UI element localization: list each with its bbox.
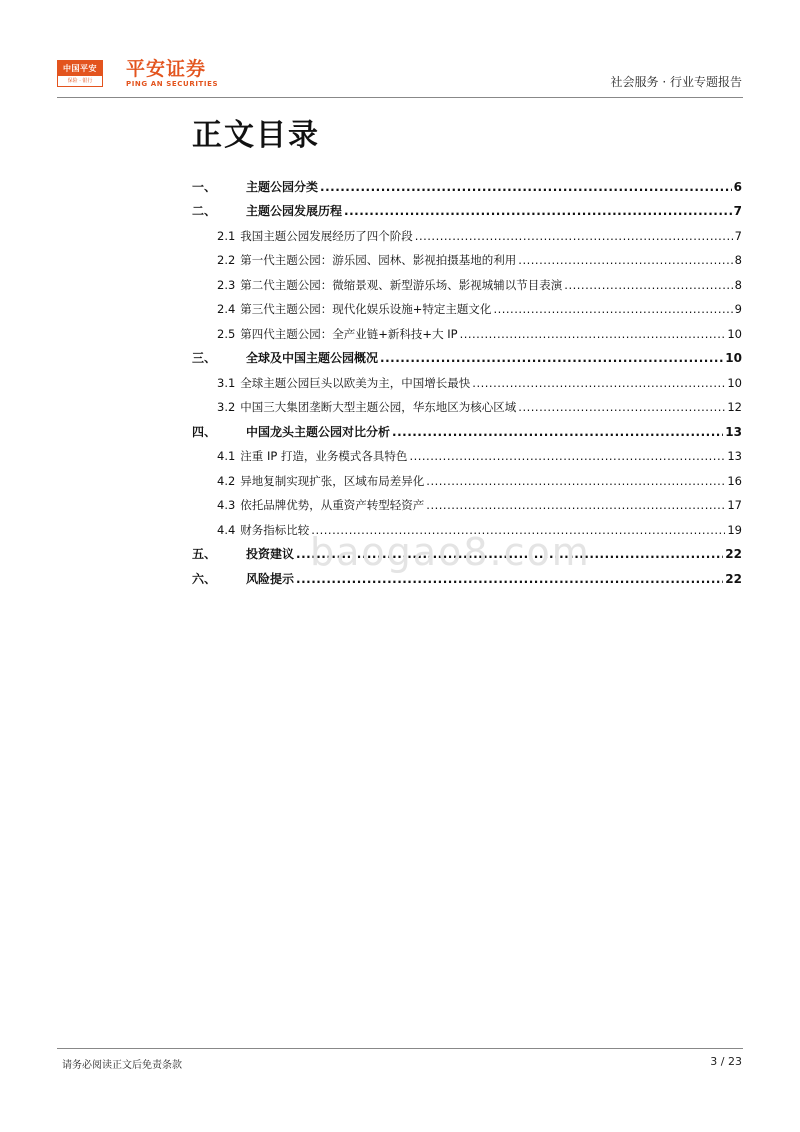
report-type-label: 社会服务 · 行业专题报告 (610, 75, 742, 89)
toc-entry-page: 10 (727, 375, 742, 390)
toc-entry[interactable] (192, 317, 742, 342)
ping-an-group-logo (57, 60, 103, 87)
toc-entry-number: 四、 (192, 424, 217, 439)
toc-leader-dots (518, 252, 732, 268)
logo-en-text: PING AN SECURITIES (126, 80, 219, 88)
toc-entry-number: 3.2 (217, 400, 236, 414)
toc-entry-number: 五、 (192, 547, 217, 561)
toc-entry-page: 10 (725, 351, 742, 365)
toc-entry-number: 2.5 (217, 326, 236, 341)
toc-entry-number: 二、 (192, 204, 217, 218)
watermark: baogao8.com (310, 530, 591, 574)
toc-entry-page: 10 (727, 326, 742, 341)
toc-entry[interactable] (192, 464, 742, 489)
toc-entry[interactable] (192, 440, 742, 465)
toc-entry[interactable] (192, 366, 742, 391)
page-header (0, 0, 800, 100)
toc-entry-page: 12 (727, 400, 742, 414)
logo-left-bottom-text: 保险 · 银行 (67, 78, 93, 84)
toc-entry[interactable] (192, 219, 742, 244)
toc-entry-title: 第三代主题公园：现代化娱乐设施+特定主题文化 (240, 302, 492, 316)
toc-entry-number: 2.1 (217, 228, 236, 243)
toc-entry-number: 一、 (192, 179, 217, 194)
toc-entry-page: 22 (725, 571, 742, 586)
toc-entry[interactable] (192, 244, 742, 269)
toc-entry-page: 8 (734, 277, 742, 292)
toc-entry-title: 中国三大集团垄断大型主题公园，华东地区为核心区域 (240, 400, 517, 414)
header-divider (57, 97, 743, 98)
toc-leader-dots (493, 301, 732, 317)
page-indicator: 3 / 23 (710, 1055, 742, 1068)
toc-entry[interactable] (192, 391, 742, 416)
toc-entry[interactable] (192, 342, 742, 367)
toc-entry-number: 三、 (192, 351, 217, 365)
toc-entry-title: 主题公园分类 (246, 179, 319, 194)
toc-entry-title: 中国龙头主题公园对比分析 (246, 424, 391, 439)
toc-leader-dots (426, 473, 725, 489)
toc-entry-title: 全球及中国主题公园概况 (246, 351, 379, 365)
toc-entry-title: 风险提示 (246, 571, 295, 586)
toc-entry-page: 22 (725, 547, 742, 561)
toc-entry-title: 注重 IP 打造，业务模式各具特色 (240, 449, 408, 463)
toc-entry-title: 我国主题公园发展经历了四个阶段 (240, 228, 413, 243)
toc-entry-title: 第二代主题公园：微缩景观、新型游乐场、影视城辅以节目表演 (240, 277, 563, 292)
toc-entry-number: 4.1 (217, 449, 236, 463)
toc-entry[interactable] (192, 195, 742, 220)
toc-leader-dots (380, 350, 723, 366)
toc-entry-page: 19 (727, 522, 742, 537)
toc-entry[interactable] (192, 293, 742, 318)
toc-entry-page: 13 (725, 424, 742, 439)
toc-entry-number: 六、 (192, 571, 217, 586)
toc-entry-title: 异地复制实现扩张，区域布局差异化 (240, 473, 425, 488)
toc-leader-dots (472, 375, 725, 391)
toc-entry-title: 投资建议 (246, 547, 295, 561)
toc-leader-dots (426, 497, 725, 513)
toc-entry-page: 9 (734, 302, 742, 316)
logo-left-top-text: 中国平安 (58, 61, 102, 76)
toc-entry-number: 2.4 (217, 302, 236, 316)
toc-entry-number: 4.4 (217, 522, 236, 537)
toc-entry-title: 财务指标比较 (240, 522, 310, 537)
toc-entry-number: 3.1 (217, 375, 236, 390)
toc-entry-title: 依托品牌优势，从重资产转型轻资产 (240, 498, 425, 512)
toc-entry[interactable] (192, 489, 742, 514)
toc-leader-dots (564, 277, 732, 293)
toc-leader-dots (518, 399, 725, 415)
toc-entry[interactable] (192, 170, 742, 195)
footer-disclaimer: 请务必阅读正文后免责条款 (62, 1060, 182, 1071)
toc-leader-dots (320, 179, 732, 195)
table-of-contents (192, 170, 742, 587)
toc-leader-dots (344, 203, 732, 219)
toc-entry-page: 8 (734, 253, 742, 267)
ping-an-securities-logo (126, 58, 218, 89)
toc-entry-page: 7 (733, 204, 742, 218)
toc-leader-dots (392, 424, 723, 440)
toc-entry-page: 6 (733, 179, 742, 194)
toc-entry-number: 4.2 (217, 473, 236, 488)
toc-leader-dots (460, 326, 726, 342)
toc-entry-title: 第四代主题公园：全产业链+新科技+大 IP (240, 326, 458, 341)
toc-entry-title: 主题公园发展历程 (246, 204, 343, 218)
toc-leader-dots (409, 448, 725, 464)
toc-entry[interactable] (192, 268, 742, 293)
toc-entry-page: 13 (727, 449, 742, 463)
toc-entry-number: 2.2 (217, 253, 236, 267)
toc-entry-page: 16 (727, 473, 742, 488)
footer-divider (57, 1048, 743, 1049)
toc-entry-title: 全球主题公园巨头以欧美为主，中国增长最快 (240, 375, 471, 390)
toc-entry-number: 4.3 (217, 498, 236, 512)
logo-cn-text: 平安证券 (126, 58, 207, 80)
page-title: 正文目录 (192, 118, 320, 153)
toc-entry-page: 7 (734, 228, 742, 243)
toc-entry-number: 2.3 (217, 277, 236, 292)
toc-entry-page: 17 (727, 498, 742, 512)
toc-leader-dots (415, 228, 733, 244)
toc-entry-title: 第一代主题公园：游乐园、园林、影视拍摄基地的利用 (240, 253, 517, 267)
toc-entry[interactable] (192, 415, 742, 440)
